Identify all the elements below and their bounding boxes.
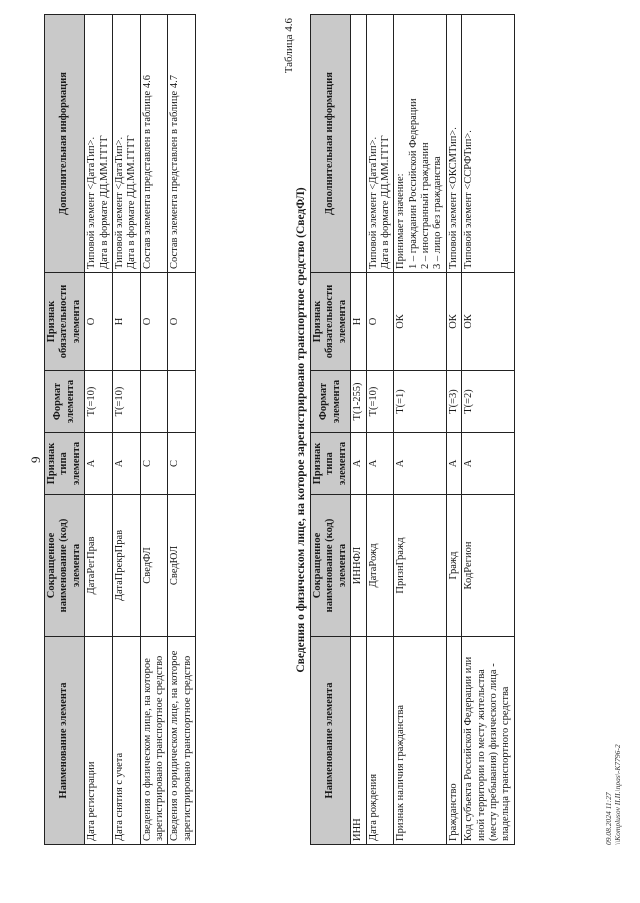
info-line: 3 – лицо без гражданства [432, 156, 444, 269]
element-type-cell: С [168, 433, 196, 495]
element-code-cell: ДатаПрекрПрав [112, 495, 140, 637]
element-code-cell: СведФЛ [140, 495, 168, 637]
element-info-cell [446, 15, 461, 273]
header-cell: Признак обязательности элемента [311, 273, 351, 371]
element-code-cell: ИННФЛ [351, 495, 366, 637]
element-required-cell: ОК [462, 273, 515, 371]
element-code-cell: ДатаРегПрав [85, 495, 113, 637]
element-format-cell: T(=10) [85, 371, 113, 433]
table-row [394, 15, 447, 845]
element-info-cell [168, 15, 196, 273]
svedfl-table [310, 14, 515, 845]
header-cell: Признак обязательности элемента [45, 273, 85, 371]
element-type-cell: А [446, 433, 461, 495]
header-cell: Формат элемента [45, 371, 85, 433]
element-format-cell: T(=10) [112, 371, 140, 433]
info-line: Типовой элемент <ССРФТип>. [463, 130, 475, 269]
element-code-cell: ДатаРожд [366, 495, 394, 637]
element-type-cell: А [85, 433, 113, 495]
table-row [366, 15, 394, 845]
element-info-cell [351, 15, 366, 273]
header-cell: Сокращенное наименование (код) элемента [45, 495, 85, 637]
table-row [112, 15, 140, 845]
element-name-cell: Дата рождения [366, 637, 394, 845]
element-name-cell: Сведения о юридическом лице, на которое зарегистрировано транспортное средство [168, 637, 196, 845]
header-cell: Наименование элемента [311, 637, 351, 845]
element-format-cell: T(=2) [462, 371, 515, 433]
element-type-cell: А [462, 433, 515, 495]
element-name-cell: Признак наличия гражданства [394, 637, 447, 845]
info-line: Состав элемента представлен в таблице 4.6 [141, 75, 153, 269]
element-info-cell [85, 15, 113, 273]
element-type-cell: А [394, 433, 447, 495]
element-name-cell: Сведения о физическом лице, на которое зарегистрировано транспортное средство [140, 637, 168, 845]
header-cell: Признак типа элемента [45, 433, 85, 495]
element-info-cell [140, 15, 168, 273]
header-cell: Дополнительная информация [45, 15, 85, 273]
elements-table [44, 14, 196, 845]
element-format-cell: T(1-255) [351, 371, 366, 433]
page-number: 9 [28, 456, 43, 463]
info-line: Типовой элемент <ДатаТип>. [86, 136, 98, 269]
table-header-row [45, 15, 85, 845]
element-info-cell [366, 15, 394, 273]
element-required-cell: ОК [394, 273, 447, 371]
table-row [351, 15, 366, 845]
info-line: Принимает значение: [395, 173, 407, 269]
element-format-cell: T(=10) [366, 371, 394, 433]
footer-line: 09.08.2024 11:27 [604, 792, 613, 845]
header-cell: Признак типа элемента [311, 433, 351, 495]
element-required-cell: О [140, 273, 168, 371]
element-name-cell: Код субъекта Российской Федерации или иной территории по месту жительства (месту пребывания) физического лица - владельца транспортного средства [462, 637, 515, 845]
info-line: 1 – гражданин Российской Федерации [407, 98, 419, 269]
element-code-cell: Гражд [446, 495, 461, 637]
info-line: Состав элемента представлен в таблице 4.7 [169, 75, 181, 269]
info-line: Типовой элемент <ДатаТип>. [113, 136, 125, 269]
element-required-cell: Н [351, 273, 366, 371]
info-line: 2 – иностранный гражданин [420, 142, 431, 269]
element-name-cell: Дата регистрации [85, 637, 113, 845]
element-info-cell [462, 15, 515, 273]
element-info-cell [394, 15, 447, 273]
element-type-cell: С [140, 433, 168, 495]
info-line: Типовой элемент <ОКСМТип>. [447, 127, 459, 269]
info-line: Типовой элемент <ДатаТип>. [367, 136, 379, 269]
header-cell: Наименование элемента [45, 637, 85, 845]
info-line: Дата в формате ДД.ММ.ГГГГ [379, 135, 391, 269]
element-format-cell: T(=3) [446, 371, 461, 433]
table-row [446, 15, 461, 845]
element-code-cell: ПризнГражд [394, 495, 447, 637]
element-name-cell: Дата снятия с учета [112, 637, 140, 845]
element-format-cell: T(=1) [394, 371, 447, 433]
footer-line: \\Komplusov II.II.\npas\-K7796-2 [613, 744, 622, 845]
element-type-cell: А [112, 433, 140, 495]
info-line: Дата в формате ДД.ММ.ГГГГ [98, 135, 110, 269]
element-code-cell: СведЮЛ [168, 495, 196, 637]
element-type-cell: А [366, 433, 394, 495]
table-label: Таблица 4.6 [283, 18, 295, 74]
header-cell: Сокращенное наименование (код) элемента [311, 495, 351, 637]
table-row [462, 15, 515, 845]
element-info-cell [112, 15, 140, 273]
element-required-cell: ОК [446, 273, 461, 371]
table-row [140, 15, 168, 845]
header-cell: Формат элемента [311, 371, 351, 433]
element-code-cell: КодРегион [462, 495, 515, 637]
print-footer [604, 744, 622, 845]
table-title: Сведения о физическом лице, на которое зарегистрировано транспортное средство (СведФЛ) [295, 187, 307, 673]
element-format-cell [168, 371, 196, 433]
element-required-cell: О [366, 273, 394, 371]
element-format-cell [140, 371, 168, 433]
table-row [168, 15, 196, 845]
info-line: Дата в формате ДД.ММ.ГГГГ [126, 135, 138, 269]
table-row [85, 15, 113, 845]
element-name-cell: Гражданство [446, 637, 461, 845]
element-required-cell: О [85, 273, 113, 371]
table-header-row [311, 15, 351, 845]
element-required-cell: Н [112, 273, 140, 371]
element-required-cell: О [168, 273, 196, 371]
element-type-cell: А [351, 433, 366, 495]
element-name-cell: ИНН [351, 637, 366, 845]
header-cell: Дополнительная информация [311, 15, 351, 273]
